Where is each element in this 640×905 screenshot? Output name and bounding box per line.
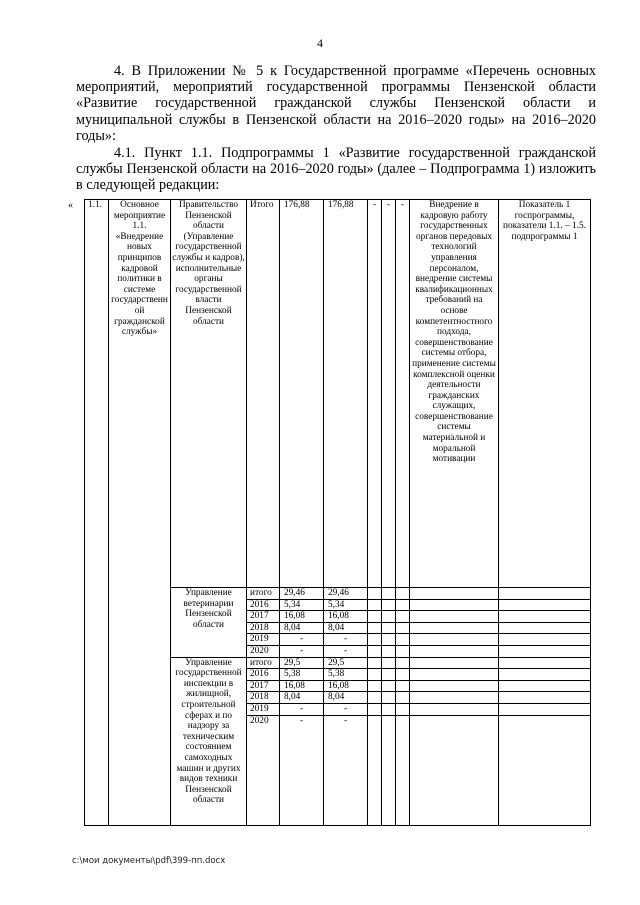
total-cell: 5,38 (280, 669, 324, 681)
budget-cell: 16,08 (324, 611, 368, 623)
row-number: 1.1. (85, 200, 109, 826)
total-cell: 176,88 (280, 200, 324, 588)
budget-cell: 16,08 (324, 680, 368, 692)
budget-cell: 8,04 (324, 692, 368, 704)
year-cell: Итого (247, 200, 280, 588)
total-cell: - (280, 645, 324, 657)
budget-cell: - (324, 645, 368, 657)
executor-veterinary: Управление ветеринарии Пензенской области (171, 588, 247, 658)
dash-cell: - (396, 200, 410, 588)
year-cell: 2016 (247, 669, 280, 681)
year-cell: 2020 (247, 645, 280, 657)
total-cell: - (280, 715, 324, 825)
year-cell: итого (247, 588, 280, 600)
paragraph-4-1: 4.1. Пункт 1.1. Подпрограммы 1 «Развитие государственной гражданской службы Пензенской области на 2016–2020 годы» (далее – Подпрограмма 1) изложить в следующей редакции: (76, 145, 596, 194)
table-row (85, 200, 591, 588)
budget-cell: 5,38 (324, 669, 368, 681)
year-cell: 2019 (247, 634, 280, 646)
budget-cell: - (324, 703, 368, 715)
total-cell: 8,04 (280, 622, 324, 634)
total-cell: 16,08 (280, 680, 324, 692)
activity-name: Основное мероприятие 1.1. «Внедрение новых принципов кадровой политики в системе государственной гражданской службы» (109, 200, 171, 826)
budget-cell: 176,88 (324, 200, 368, 588)
body-text (76, 63, 596, 194)
total-cell: 8,04 (280, 692, 324, 704)
year-cell: итого (247, 657, 280, 669)
total-cell: - (280, 634, 324, 646)
budget-cell: 5,34 (324, 599, 368, 611)
total-cell: 5,34 (280, 599, 324, 611)
activities-table (84, 199, 591, 826)
file-path-footer: c:\мои документы\pdf\399-пп.docx (72, 856, 226, 866)
budget-cell: 29,5 (324, 657, 368, 669)
dash-cell: - (382, 200, 396, 588)
year-cell: 2019 (247, 703, 280, 715)
total-cell: 29,5 (280, 657, 324, 669)
year-cell: 2016 (247, 599, 280, 611)
total-cell: 16,08 (280, 611, 324, 623)
page-number: 4 (317, 36, 323, 50)
year-cell: 2018 (247, 622, 280, 634)
executor-government: Правительство Пензенской области (Управление государственной службы и кадров), исполнительные органы государственной власти Пензенской области (171, 200, 247, 588)
year-cell: 2017 (247, 680, 280, 692)
year-cell: 2017 (247, 611, 280, 623)
budget-cell: - (324, 715, 368, 825)
budget-cell: - (324, 634, 368, 646)
budget-cell: 29,46 (324, 588, 368, 600)
executor-inspection: Управление государственной инспекции в жилищной, строительной сферах и по надзору за техническим состоянием самоходных машин и других видов техники Пензенской области (171, 657, 247, 825)
opening-quote: « (68, 200, 73, 211)
total-cell: 29,46 (280, 588, 324, 600)
year-cell: 2020 (247, 715, 280, 825)
budget-cell: 8,04 (324, 622, 368, 634)
expected-result: Внедрение в кадровую работу государственных органов передовых технологий управления персоналом, внедрение системы квалификационных требований на основе компетентностного подхода, совершенствование системы отбора, применение системы комплексной оценки деятельности гражданских служащих, совершенствование системы материальной и моральной мотивации (410, 200, 499, 588)
total-cell: - (280, 703, 324, 715)
year-cell: 2018 (247, 692, 280, 704)
indicator: Показатель 1 госпрограммы, показатели 1.1. – 1.5. подпрограммы 1 (499, 200, 591, 588)
paragraph-4: 4. В Приложении № 5 к Государственной программе «Перечень основных мероприятий, мероприятий государственной программы Пензенской области «Развитие государственной гражданской службы Пензенской области и муниципальной службы в Пензенской области на 2016–2020 годы» на 2016–2020 годы»: (76, 63, 596, 144)
dash-cell: - (368, 200, 382, 588)
